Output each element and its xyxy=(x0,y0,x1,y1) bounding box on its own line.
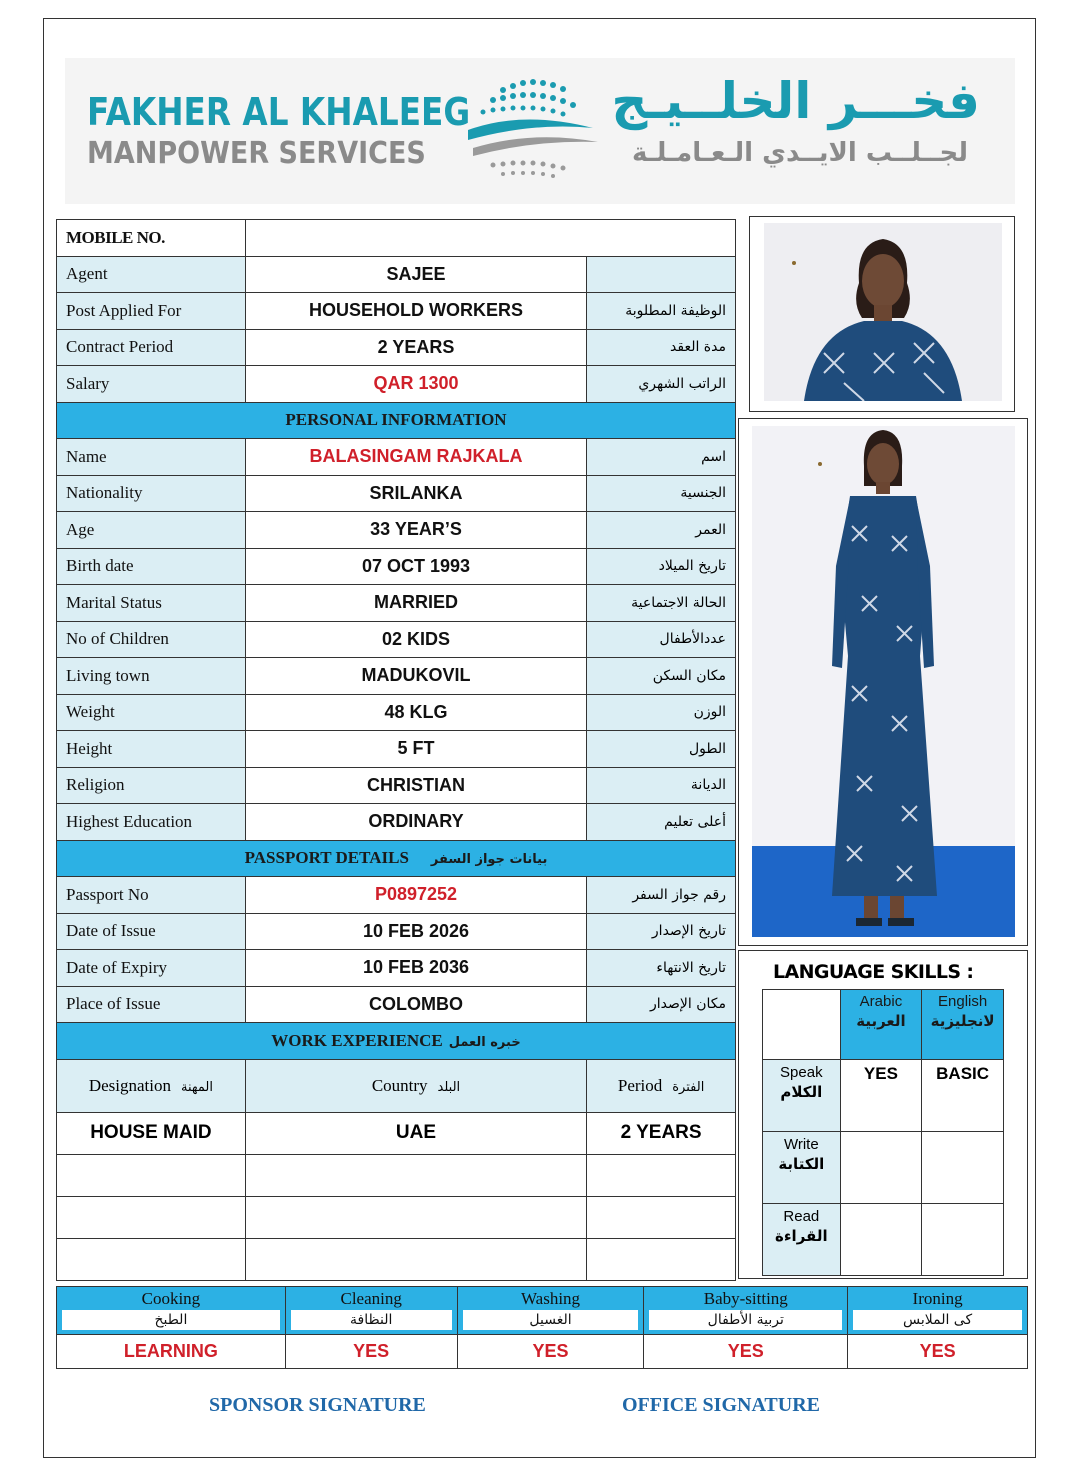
work-skills-table xyxy=(56,1286,1028,1369)
field-label-ar: رقم جواز السفر xyxy=(587,877,736,914)
section-header-experience xyxy=(57,1023,736,1060)
field-label-ar: مدة العقد xyxy=(587,329,736,366)
company-header xyxy=(65,58,1015,204)
english-level xyxy=(922,1132,1004,1204)
mobile-label: MOBILE NO. xyxy=(57,220,246,257)
language-row-label xyxy=(763,1132,841,1204)
field-value: SAJEE xyxy=(245,256,586,293)
field-label-ar: اسم xyxy=(587,439,736,476)
skill-value: LEARNING xyxy=(57,1335,286,1369)
field-label: Weight xyxy=(57,694,246,731)
applicant-details-table xyxy=(56,219,736,1281)
experience-period xyxy=(587,1154,736,1196)
field-value: MADUKOVIL xyxy=(245,658,586,695)
skill-label-ar: كى الملابس xyxy=(853,1310,1022,1330)
section-header-personal xyxy=(57,402,736,439)
column-label: Designation xyxy=(88,1075,171,1095)
field-value: 10 FEB 2026 xyxy=(245,913,586,950)
experience-designation: HOUSE MAID xyxy=(57,1112,246,1154)
field-value: MARRIED xyxy=(245,585,586,622)
field-label: Birth date xyxy=(57,548,246,585)
field-label: Agent xyxy=(57,256,246,293)
field-label-ar: تاريخ الانتهاء xyxy=(587,950,736,987)
skill-header xyxy=(57,1287,286,1335)
field-label: Place of Issue xyxy=(57,986,246,1023)
field-value: QAR 1300 xyxy=(245,366,586,403)
field-label: Passport No xyxy=(57,877,246,914)
field-label-ar: تاريخ الميلاد xyxy=(587,548,736,585)
detail-row xyxy=(57,293,736,330)
experience-country: UAE xyxy=(245,1112,586,1154)
skill-header xyxy=(285,1287,457,1335)
field-label-ar: مكان الإصدار xyxy=(587,986,736,1023)
experience-row xyxy=(57,1238,736,1280)
skill-label: Ironing xyxy=(912,1289,963,1308)
experience-header-row xyxy=(57,1059,736,1112)
language-name: English xyxy=(938,993,988,1010)
experience-designation xyxy=(57,1196,246,1238)
field-label: Nationality xyxy=(57,475,246,512)
language-skills-table xyxy=(762,989,1004,1276)
experience-period xyxy=(587,1238,736,1280)
language-row xyxy=(763,1204,1004,1276)
field-label: Post Applied For xyxy=(57,293,246,330)
detail-row xyxy=(57,913,736,950)
field-label: Living town xyxy=(57,658,246,695)
column-label: Country xyxy=(371,1075,428,1095)
experience-row xyxy=(57,1196,736,1238)
field-value: CHRISTIAN xyxy=(245,767,586,804)
field-label-ar: أعلى تعليم xyxy=(587,804,736,841)
experience-designation xyxy=(57,1238,246,1280)
field-label-ar: تاريخ الإصدار xyxy=(587,913,736,950)
arabic-level xyxy=(840,1204,922,1276)
skill-label: Cooking xyxy=(141,1289,201,1308)
mobile-value xyxy=(245,220,735,257)
sponsor-signature-label: SPONSOR SIGNATURE xyxy=(209,1394,426,1416)
skill-header xyxy=(457,1287,644,1335)
language-column-header xyxy=(840,990,922,1060)
field-label: Religion xyxy=(57,767,246,804)
field-value: 07 OCT 1993 xyxy=(245,548,586,585)
field-value: P0897252 xyxy=(245,877,586,914)
column-label-ar: الفترة xyxy=(672,1079,705,1095)
detail-row xyxy=(57,439,736,476)
field-value: HOUSEHOLD WORKERS xyxy=(245,293,586,330)
skill-label: Baby-sitting xyxy=(703,1289,788,1308)
skill-header xyxy=(848,1287,1028,1335)
column-header xyxy=(245,1059,586,1112)
language-name: Arabic xyxy=(859,993,903,1010)
detail-row xyxy=(57,950,736,987)
field-value: SRILANKA xyxy=(245,475,586,512)
experience-country xyxy=(245,1238,586,1280)
detail-row xyxy=(57,475,736,512)
skill-name: Speak xyxy=(780,1064,823,1081)
language-skills-title: LANGUAGE SKILLS : xyxy=(773,961,974,983)
skill-value: YES xyxy=(457,1335,644,1369)
english-level xyxy=(922,1204,1004,1276)
language-name-ar: لانجليزية xyxy=(930,1012,995,1030)
skill-label-ar: الغسيل xyxy=(463,1310,639,1330)
field-value: ORDINARY xyxy=(245,804,586,841)
arabic-level: YES xyxy=(840,1060,922,1132)
section-title: WORK EXPERIENCE xyxy=(271,1030,443,1050)
skill-name: Read xyxy=(783,1208,820,1225)
field-label: Height xyxy=(57,731,246,768)
full-body-photo xyxy=(752,426,1015,937)
detail-row xyxy=(57,329,736,366)
portrait-photo xyxy=(764,223,1002,401)
field-value: BALASINGAM RAJKALA xyxy=(245,439,586,476)
language-row-label xyxy=(763,1060,841,1132)
mobile-row xyxy=(57,220,736,257)
skill-value: YES xyxy=(644,1335,848,1369)
detail-row xyxy=(57,548,736,585)
skill-name-ar: الكلام xyxy=(780,1083,823,1101)
detail-row xyxy=(57,658,736,695)
language-corner-cell xyxy=(763,990,841,1060)
skills-value-row xyxy=(57,1335,1028,1369)
field-label: Name xyxy=(57,439,246,476)
skill-label: Cleaning xyxy=(340,1289,402,1308)
field-label-ar: الوزن xyxy=(587,694,736,731)
field-value: COLOMBO xyxy=(245,986,586,1023)
company-logo-icon xyxy=(463,70,603,190)
skill-label: Washing xyxy=(520,1289,581,1308)
field-label-ar: الحالة الاجتماعية xyxy=(587,585,736,622)
arabic-level xyxy=(840,1132,922,1204)
field-label-ar: الديانة xyxy=(587,767,736,804)
language-row-label xyxy=(763,1204,841,1276)
column-label: Period xyxy=(617,1075,663,1095)
field-label: Date of Issue xyxy=(57,913,246,950)
section-title-ar: بيانات جواز السفر xyxy=(430,852,548,868)
field-value: 10 FEB 2036 xyxy=(245,950,586,987)
field-value: 02 KIDS xyxy=(245,621,586,658)
experience-period: 2 YEARS xyxy=(587,1112,736,1154)
detail-row xyxy=(57,877,736,914)
skill-name-ar: الكتابة xyxy=(778,1155,825,1173)
field-label: No of Children xyxy=(57,621,246,658)
detail-row xyxy=(57,731,736,768)
detail-row xyxy=(57,986,736,1023)
field-label: Marital Status xyxy=(57,585,246,622)
language-column-header xyxy=(922,990,1004,1060)
skill-label-ar: الطبخ xyxy=(62,1310,280,1330)
field-label: Contract Period xyxy=(57,329,246,366)
section-title: PERSONAL INFORMATION xyxy=(57,402,736,439)
company-name-ar: فخـــر الخلــيـج xyxy=(611,72,980,130)
language-name-ar: العربية xyxy=(856,1012,906,1030)
column-label-ar: البلد xyxy=(437,1079,461,1095)
detail-row xyxy=(57,512,736,549)
field-label-ar: الراتب الشهري xyxy=(587,366,736,403)
skill-header xyxy=(644,1287,848,1335)
field-label-ar: الجنسية xyxy=(587,475,736,512)
detail-row xyxy=(57,694,736,731)
field-label-ar: عددالأطفال xyxy=(587,621,736,658)
field-label: Highest Education xyxy=(57,804,246,841)
skill-label-ar: تربية الأطفال xyxy=(649,1310,842,1330)
experience-period xyxy=(587,1196,736,1238)
skill-name-ar: القراءة xyxy=(775,1227,828,1245)
english-level: BASIC xyxy=(922,1060,1004,1132)
language-row xyxy=(763,1132,1004,1204)
section-title-ar: خبره العمل xyxy=(448,1034,521,1050)
column-label-ar: المهنة xyxy=(180,1079,213,1095)
field-label: Salary xyxy=(57,366,246,403)
field-label: Age xyxy=(57,512,246,549)
detail-row xyxy=(57,804,736,841)
detail-row xyxy=(57,585,736,622)
column-header xyxy=(587,1059,736,1112)
company-subtitle-en: MANPOWER SERVICES xyxy=(87,136,426,171)
office-signature-label: OFFICE SIGNATURE xyxy=(622,1394,820,1416)
language-header-row xyxy=(763,990,1004,1060)
experience-designation xyxy=(57,1154,246,1196)
skills-header-row xyxy=(57,1287,1028,1335)
field-value: 48 KLG xyxy=(245,694,586,731)
experience-country xyxy=(245,1154,586,1196)
experience-row xyxy=(57,1112,736,1154)
company-subtitle-ar: لجــلــب الايــدي الـعـامـلـة xyxy=(631,138,969,168)
section-title: PASSPORT DETAILS xyxy=(244,848,409,868)
experience-row xyxy=(57,1154,736,1196)
column-header xyxy=(57,1059,246,1112)
field-value: 33 YEAR’S xyxy=(245,512,586,549)
field-label: Date of Expiry xyxy=(57,950,246,987)
skill-value: YES xyxy=(285,1335,457,1369)
skill-label-ar: النظافة xyxy=(291,1310,452,1330)
section-header-passport xyxy=(57,840,736,877)
language-row xyxy=(763,1060,1004,1132)
detail-row xyxy=(57,767,736,804)
field-value: 2 YEARS xyxy=(245,329,586,366)
field-label-ar: مكان السكن xyxy=(587,658,736,695)
detail-row xyxy=(57,366,736,403)
detail-row xyxy=(57,621,736,658)
skill-value: YES xyxy=(848,1335,1028,1369)
field-label-ar: العمر xyxy=(587,512,736,549)
skill-name: Write xyxy=(783,1136,819,1153)
field-value: 5 FT xyxy=(245,731,586,768)
field-label-ar xyxy=(587,256,736,293)
field-label-ar: الوظيفة المطلوبة xyxy=(587,293,736,330)
field-label-ar: الطول xyxy=(587,731,736,768)
detail-row xyxy=(57,256,736,293)
experience-country xyxy=(245,1196,586,1238)
company-name-en: FAKHER AL KHALEEG xyxy=(87,90,471,134)
